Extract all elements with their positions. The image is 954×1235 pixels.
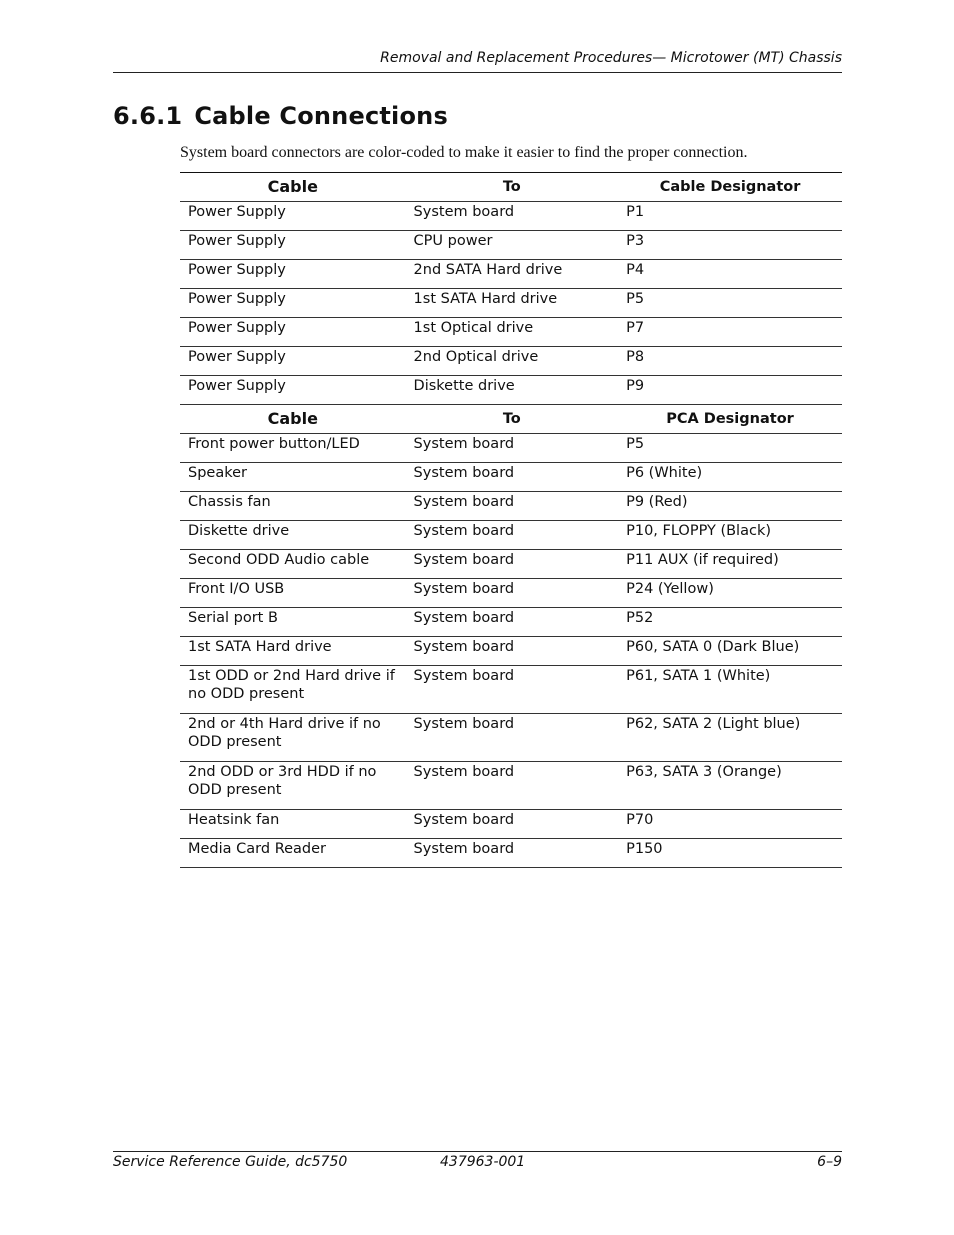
footer-page-number: 6–9 (817, 1154, 842, 1170)
cell-cable: Second ODD Audio cable (180, 550, 406, 579)
table-row (180, 434, 842, 463)
cell-to: System board (406, 434, 619, 463)
cell-designator: P63, SATA 3 (Orange) (618, 762, 842, 810)
table-row (180, 347, 842, 376)
footer-guide-title: Service Reference Guide, dc5750 (113, 1154, 348, 1170)
section-title (113, 102, 448, 130)
cell-cable: Diskette drive (180, 521, 406, 550)
table-row (180, 463, 842, 492)
cell-designator: P5 (618, 434, 842, 463)
header-to: To (406, 405, 619, 434)
table-row (180, 492, 842, 521)
cell-designator: P11 AUX (if required) (618, 550, 842, 579)
table-row (180, 762, 842, 810)
cell-designator: P52 (618, 608, 842, 637)
cell-to: System board (406, 762, 619, 810)
cable-connections-table (180, 172, 842, 868)
cell-cable: Power Supply (180, 289, 406, 318)
table-row (180, 810, 842, 839)
cell-to: System board (406, 810, 619, 839)
cell-designator: P6 (White) (618, 463, 842, 492)
cell-cable: Power Supply (180, 347, 406, 376)
intro-paragraph: System board connectors are color-coded to make it easier to find the proper connection. (180, 144, 748, 161)
cell-designator: P3 (618, 231, 842, 260)
cell-designator: P4 (618, 260, 842, 289)
table-row (180, 231, 842, 260)
header-to: To (406, 173, 619, 202)
cell-to: 2nd SATA Hard drive (406, 260, 619, 289)
cell-to: System board (406, 550, 619, 579)
cell-designator: P9 (Red) (618, 492, 842, 521)
cell-designator: P150 (618, 839, 842, 868)
table-header-row (180, 405, 842, 434)
cell-designator: P5 (618, 289, 842, 318)
cell-to: 2nd Optical drive (406, 347, 619, 376)
cell-cable: 2nd ODD or 3rd HDD if no ODD present (180, 762, 406, 810)
cell-designator: P9 (618, 376, 842, 405)
table-row (180, 637, 842, 666)
cell-cable: 1st ODD or 2nd Hard drive if no ODD present (180, 666, 406, 714)
cell-to: System board (406, 521, 619, 550)
table-row (180, 289, 842, 318)
table-row (180, 608, 842, 637)
cell-cable: Speaker (180, 463, 406, 492)
cell-to: 1st SATA Hard drive (406, 289, 619, 318)
cell-designator: P10, FLOPPY (Black) (618, 521, 842, 550)
cell-to: Diskette drive (406, 376, 619, 405)
header-designator: Cable Designator (618, 173, 842, 202)
running-header: Removal and Replacement Procedures— Microtower (MT) Chassis (380, 50, 842, 66)
table-row (180, 579, 842, 608)
cell-designator: P24 (Yellow) (618, 579, 842, 608)
table-row (180, 202, 842, 231)
cell-cable: Front I/O USB (180, 579, 406, 608)
cell-to: CPU power (406, 231, 619, 260)
header-divider (113, 72, 842, 73)
table-row (180, 666, 842, 714)
cell-designator: P8 (618, 347, 842, 376)
cell-designator: P61, SATA 1 (White) (618, 666, 842, 714)
cell-cable: Media Card Reader (180, 839, 406, 868)
section-number: 6.6.1 (113, 102, 183, 130)
cell-cable: 1st SATA Hard drive (180, 637, 406, 666)
cell-cable: Serial port B (180, 608, 406, 637)
cell-cable: Power Supply (180, 260, 406, 289)
table-row (180, 521, 842, 550)
table-row (180, 376, 842, 405)
header-cable: Cable (180, 173, 406, 202)
cell-to: 1st Optical drive (406, 318, 619, 347)
page-footer (113, 1154, 842, 1174)
cell-to: System board (406, 637, 619, 666)
cell-cable: Heatsink fan (180, 810, 406, 839)
footer-part-number: 437963-001 (440, 1154, 526, 1170)
cell-to: System board (406, 202, 619, 231)
cell-cable: Power Supply (180, 231, 406, 260)
cell-cable: Power Supply (180, 202, 406, 231)
cell-to: System board (406, 492, 619, 521)
cell-to: System board (406, 579, 619, 608)
cell-designator: P70 (618, 810, 842, 839)
cell-cable: 2nd or 4th Hard drive if no ODD present (180, 714, 406, 762)
cell-to: System board (406, 463, 619, 492)
table-row (180, 260, 842, 289)
cell-cable: Front power button/LED (180, 434, 406, 463)
footer-divider (113, 1151, 842, 1152)
table-row (180, 550, 842, 579)
cell-to: System board (406, 839, 619, 868)
table-row (180, 839, 842, 868)
cell-to: System board (406, 714, 619, 762)
cell-cable: Chassis fan (180, 492, 406, 521)
table-row (180, 318, 842, 347)
header-designator: PCA Designator (618, 405, 842, 434)
cell-cable: Power Supply (180, 318, 406, 347)
header-cable: Cable (180, 405, 406, 434)
cell-designator: P60, SATA 0 (Dark Blue) (618, 637, 842, 666)
section-heading: Cable Connections (194, 102, 448, 130)
cell-designator: P62, SATA 2 (Light blue) (618, 714, 842, 762)
table-row (180, 714, 842, 762)
table-header-row (180, 173, 842, 202)
cell-designator: P1 (618, 202, 842, 231)
cell-cable: Power Supply (180, 376, 406, 405)
cell-to: System board (406, 666, 619, 714)
cell-designator: P7 (618, 318, 842, 347)
cell-to: System board (406, 608, 619, 637)
